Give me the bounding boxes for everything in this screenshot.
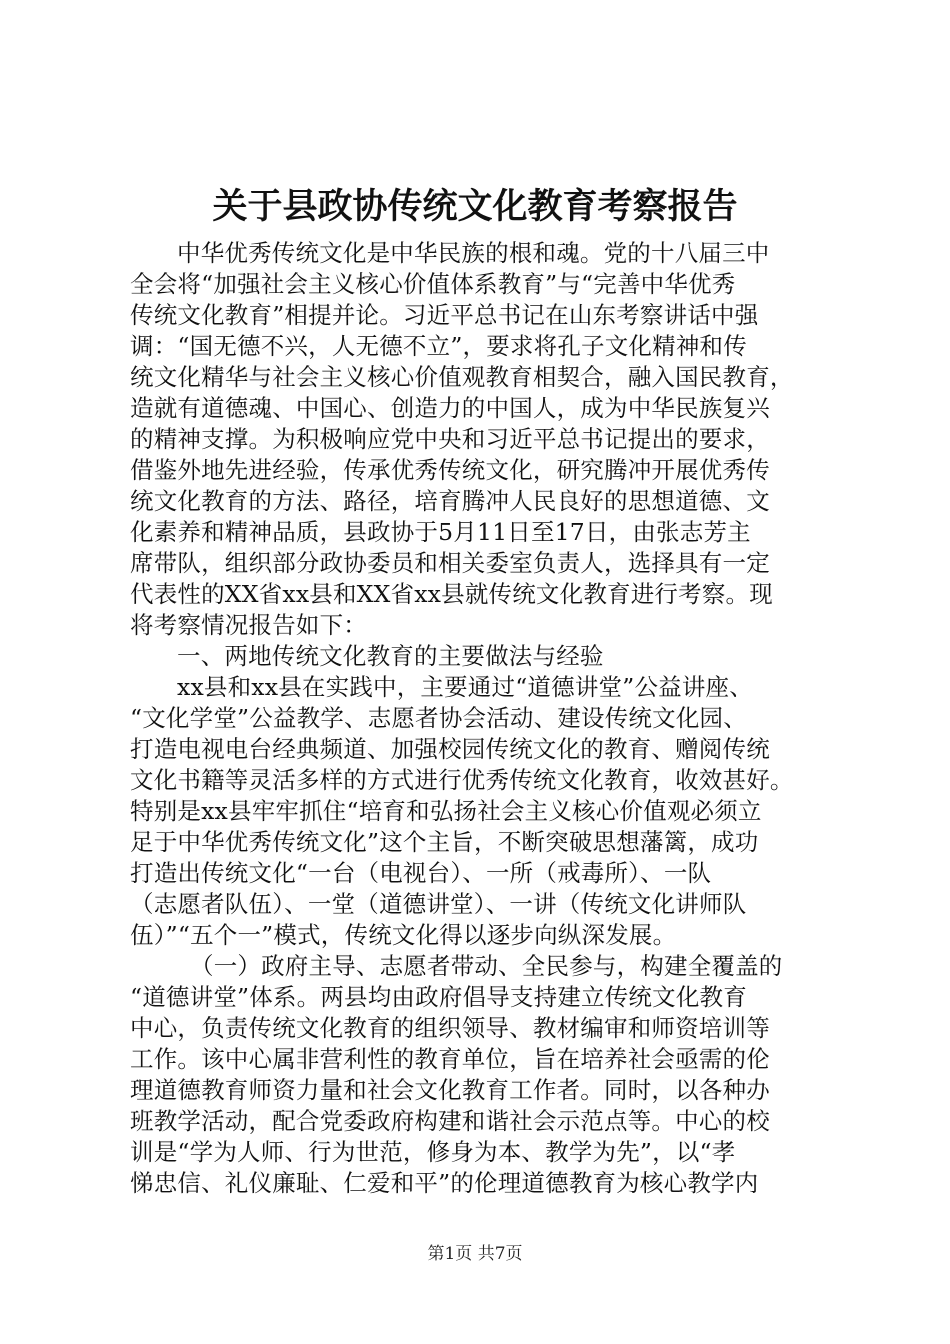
paragraph-line: 工作。该中心属非营利性的教育单位，旨在培养社会亟需的伦: [130, 1045, 770, 1073]
paragraph-line: 理道德教育师资力量和社会文化教育工作者。同时，以各种办: [130, 1076, 770, 1104]
paragraph-line: 班教学活动，配合党委政府构建和谐社会示范点等。中心的校: [130, 1107, 770, 1135]
paragraph-line: 传统文化教育”相提并论。习近平总书记在山东考察讲话中强: [130, 301, 759, 329]
paragraph-line: 借鉴外地先进经验，传承优秀传统文化，研究腾冲开展优秀传: [130, 456, 770, 484]
paragraph-line: 训是“学为人师、行为世范，修身为本、教学为先”，以“孝: [130, 1138, 736, 1166]
paragraph-line: 全会将“加强社会主义核心价值体系教育”与“完善中华优秀: [130, 270, 736, 298]
paragraph-line: 统文化精华与社会主义核心价值观教育相契合，融入国民教育，: [130, 363, 794, 391]
paragraph-line: 打造出传统文化“一台（电视台）、一所（戒毒所）、一队: [130, 859, 712, 887]
paragraph-line: 造就有道德魂、中国心、创造力的中国人，成为中华民族复兴: [130, 394, 770, 422]
paragraph-line: 打造电视电台经典频道、加强校园传统文化的教育、赠阅传统: [130, 735, 770, 763]
paragraph-line: 伍）”“五个一”模式，传统文化得以逐步向纵深发展。: [130, 921, 677, 949]
paragraph-line: 席带队，组织部分政协委员和相关委室负责人，选择具有一定: [130, 549, 770, 577]
paragraph-line: 文化书籍等灵活多样的方式进行优秀传统文化教育，收效甚好。: [130, 766, 794, 794]
paragraph-line: 的精神支撑。为积极响应党中央和习近平总书记提出的要求，: [130, 425, 770, 453]
document-body: [130, 238, 830, 1199]
paragraph-line: 化素养和精神品质，县政协于5月11日至17日，由张志芳主: [130, 518, 751, 546]
paragraph-line: 将考察情况报告如下：: [130, 611, 367, 639]
paragraph-line: 足于中华优秀传统文化”这个主旨，不断突破思想藩篱，成功: [130, 828, 759, 856]
paragraph-line: （志愿者队伍）、一堂（道德讲堂）、一讲（传统文化讲师队: [130, 890, 747, 918]
paragraph-line: 中华优秀传统文化是中华民族的根和魂。党的十八届三中: [177, 239, 770, 267]
paragraph-line: 调：“国无德不兴，人无德不立”，要求将孔子文化精神和传: [130, 332, 747, 360]
paragraph-line: “道德讲堂”体系。两县均由政府倡导支持建立传统文化教育: [130, 983, 747, 1011]
document-title: 关于县政协传统文化教育考察报告: [212, 186, 738, 227]
section-heading: 一、两地传统文化教育的主要做法与经验: [177, 642, 604, 670]
paragraph-line: xx县和xx县在实践中，主要通过“道德讲堂”公益讲座、: [177, 673, 753, 701]
paragraph-line: 统文化教育的方法、路径，培育腾冲人民良好的思想道德、文: [130, 487, 770, 515]
paragraph-line: 中心，负责传统文化教育的组织领导、教材编审和师资培训等: [130, 1014, 770, 1042]
paragraph-line: 代表性的XX省xx县和XX省xx县就传统文化教育进行考察。现: [130, 580, 773, 608]
page-footer: 第1页 共7页: [427, 1244, 523, 1264]
paragraph-line: “文化学堂”公益教学、志愿者协会活动、建设传统文化园、: [130, 704, 747, 732]
paragraph-line: 悌忠信、礼仪廉耻、仁爱和平”的伦理道德教育为核心教学内: [130, 1169, 759, 1197]
paragraph-line: 特别是xx县牢牢抓住“培育和弘扬社会主义核心价值观必须立: [130, 797, 762, 825]
subsection-heading-line: （一）政府主导、志愿者带动、全民参与，构建全覆盖的: [190, 952, 783, 980]
